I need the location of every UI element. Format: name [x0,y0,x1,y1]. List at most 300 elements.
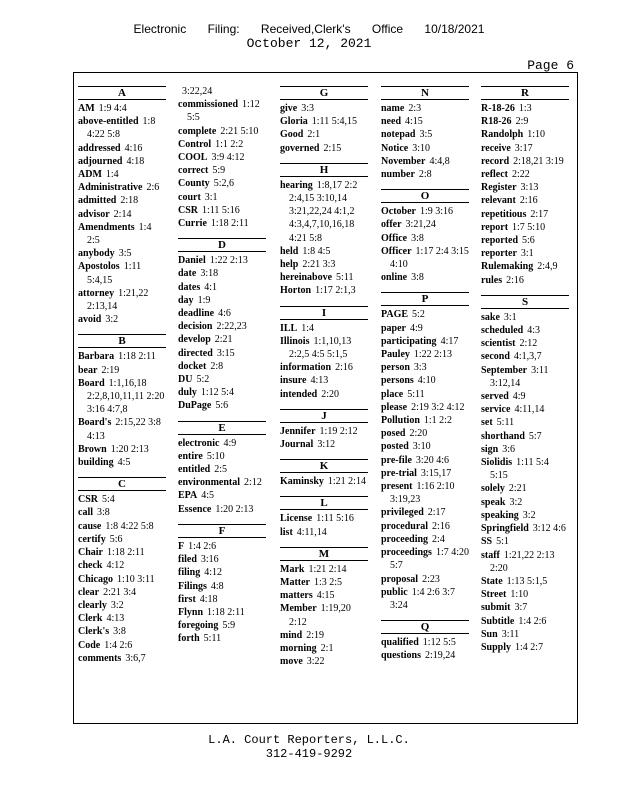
index-word: repetitious [481,208,527,220]
index-refs: 5:2,6 [213,178,234,190]
index-word: certify [78,533,106,545]
index-refs: 4:8 [210,580,224,592]
index-refs: 1:9 [197,294,211,306]
index-refs: 1:10 [510,589,529,601]
index-word: matters [280,590,313,602]
index-entry [78,142,166,155]
index-word: County [178,178,210,190]
index-entry [381,480,469,506]
index-word: F [178,540,185,552]
index-word: Daniel [178,255,206,267]
index-refs: 3:8 [97,507,110,519]
index-refs: 1:18 2:11 [207,606,245,618]
index-refs: 1:7 5:10 [512,221,546,233]
index-column [178,85,266,646]
index-word: develop [178,334,211,346]
index-refs: 1:3 2:5 [313,577,343,589]
index-entry [381,128,469,141]
index-refs: 3:9 4:12 [211,152,245,164]
index-word: staff [481,549,500,561]
index-refs: 1:9 3:16 [420,206,454,218]
index-entry [178,437,266,450]
index-word: Good [280,129,304,141]
stamp-filing: Filing: [207,22,240,36]
index-word: present [381,481,413,493]
index-word: Currie [178,218,207,230]
index-word: AM [78,103,95,114]
index-word: Essence [178,503,212,515]
index-entry [280,589,368,602]
index-letter-heading: C [78,477,166,491]
index-word: hereinabove [280,272,333,284]
index-refs: 2:14 [113,208,132,220]
index-refs: 2:19 3:2 4:12 [411,401,465,413]
index-entry [178,580,266,593]
index-word: Mark [280,563,305,575]
index-entry [78,533,166,546]
index-entry [481,509,569,522]
index-refs: 3:15,17 [420,467,452,479]
index-entry [481,641,569,654]
index-word: Pauley [381,349,410,361]
index-word: shorthand [481,430,525,442]
index-entry [381,205,469,218]
index-word: Siolidis [481,457,513,469]
index-refs: 3:20 4:6 [415,454,449,466]
index-word: entire [178,450,203,462]
index-word: person [381,362,410,374]
index-refs: 3:7 [514,602,528,614]
index-refs: 1:18 2:11 [210,218,249,230]
index-refs: 1:11 5:4,15 [311,116,357,128]
index-entry [78,247,166,260]
index-word: advisor [78,208,110,220]
index-entry [381,454,469,467]
index-entry [78,194,166,207]
index-refs: 5:10 [206,450,225,462]
index-entry [78,102,166,115]
index-word: DU [178,374,193,386]
index-refs: 4:10 [417,375,436,387]
index-refs: 4:6 [218,308,231,320]
index-refs: 2:19 [101,364,120,376]
index-refs: 2:17 [427,507,446,519]
index-entry [280,179,368,245]
index-entry [178,386,266,399]
index-entry [381,218,469,231]
index-entry [178,463,266,476]
index-entry [381,573,469,586]
index-entry [178,138,266,151]
index-entry [178,281,266,294]
index-refs: 1:1,16,18 2:2,8,10,11,11 2:20 3:16 4:7,8 [87,377,165,416]
index-letter-heading: P [381,292,469,306]
index-entry [381,649,469,662]
index-entry [78,364,166,377]
index-refs: 3:22,24 [182,86,213,97]
index-entry [78,573,166,586]
index-word: offer [381,219,402,231]
word-index-frame [73,72,578,724]
index-word: paper [381,322,406,334]
index-refs: 1:11 5:16 [316,513,354,525]
index-refs: 2:3 [408,103,422,114]
index-entry [78,416,166,442]
index-refs: 3:17 [514,142,533,154]
index-word: Amendments [78,221,135,233]
index-refs: 3:3 [301,103,314,114]
index-word: qualified [381,637,419,649]
index-entry [381,361,469,374]
index-entry [280,629,368,642]
index-entry [178,320,266,333]
index-entry [481,403,569,416]
index-refs: 2:16 [506,274,524,286]
index-word: speaking [481,509,519,521]
index-refs: 3:21,24 [405,219,436,231]
index-entry [280,374,368,387]
index-word: Apostolos [78,261,120,273]
index-word: Administrative [78,182,143,194]
index-letter-heading: I [280,306,368,320]
index-letter-heading: H [280,163,368,177]
index-word: court [178,191,201,203]
index-word: proceeding [381,533,429,545]
index-entry [78,181,166,194]
index-letter-heading: E [178,421,266,435]
index-refs: 1:21 2:14 [308,563,347,575]
index-entry [381,374,469,387]
index-entry [280,425,368,438]
index-refs: 1:22 2:13 [413,349,452,361]
section-spacer [280,298,368,305]
index-entry [178,347,266,360]
index-refs: 4:5 [201,490,215,502]
index-entry [481,221,569,234]
index-refs: 3:2 [522,509,536,521]
index-entry [481,628,569,641]
index-letter-heading: B [78,334,166,348]
stamp-date: 10/18/2021 [424,22,485,36]
index-refs: 3:12 [317,439,336,451]
index-refs: 3:2 [105,314,119,326]
index-entry [280,361,368,374]
index-entry [280,245,368,258]
index-word: speak [481,496,506,508]
index-refs: 2:8 [210,360,224,372]
index-entry [178,204,266,217]
index-word: Notice [381,142,409,154]
index-refs: 4:3 [527,325,541,337]
index-entry [481,337,569,350]
index-entry [481,390,569,403]
index-word: pre-trial [381,467,417,479]
index-entry [381,245,469,271]
index-word: morning [280,643,317,655]
footer-company: L.A. Court Reporters, L.L.C. [208,733,410,747]
index-refs: 3:6 [502,443,516,455]
index-refs: 1:1 2:2 [423,415,452,427]
index-refs: 2:17 [530,208,549,220]
index-word: Brown [78,443,107,455]
index-word: rules [481,274,503,286]
index-entry [280,115,368,128]
index-entry [481,575,569,588]
index-column [280,85,368,669]
index-entry [178,476,266,489]
index-entry [178,333,266,346]
index-entry [78,221,166,247]
index-refs: 1:17 2:4 3:15 4:10 [390,245,469,271]
index-word: Member [280,603,317,615]
index-entry [381,348,469,361]
index-refs: 5:1 [496,536,509,548]
index-refs: 1:20 2:13 [110,443,149,455]
index-word: reflect [481,169,509,181]
index-refs: 1:4 2:6 [518,615,547,627]
index-column [481,85,569,654]
index-refs: 3:22 [306,656,325,668]
index-entry [381,506,469,519]
index-refs: 2:19 [306,629,325,641]
index-entry [178,164,266,177]
index-word: record [481,155,510,167]
section-spacer [280,401,368,408]
index-word: Kaminsky [280,476,324,488]
index-word: environmental [178,477,241,489]
index-letter-heading: O [381,189,469,203]
index-word: Journal [280,439,314,451]
index-word: move [280,656,303,668]
index-refs: 2:21 3:4 [103,586,137,598]
index-word: October [381,206,416,218]
index-entry [78,350,166,363]
index-entry [481,311,569,324]
index-entry [78,520,166,533]
index-letter-heading: N [381,86,469,100]
index-refs: 2:22 [512,169,530,181]
index-entry [381,414,469,427]
index-word: second [481,351,510,363]
index-word: Rulemaking [481,261,534,273]
index-entry [381,467,469,480]
index-word: persons [381,375,414,387]
index-word: DuPage [178,400,212,412]
index-word: list [280,526,293,538]
index-word: online [381,272,408,284]
index-entry [481,324,569,337]
index-word: please [381,401,408,413]
index-word: comments [78,652,122,664]
index-entry [280,576,368,589]
index-word: clearly [78,599,107,611]
index-entry [178,489,266,502]
index-entry [481,430,569,443]
index-word: CSR [78,494,99,506]
index-word: posed [381,428,406,440]
index-refs: 4:15 [316,590,335,602]
section-spacer [280,155,368,162]
index-refs: 2:12 [244,477,262,489]
index-refs: 5:11 [203,633,222,645]
index-refs: 2:19,24 [425,650,456,662]
index-word: Clerk [78,613,103,625]
index-word: sign [481,443,499,455]
index-entry [178,606,266,619]
index-refs: 5:6 [109,533,123,545]
index-entry [481,181,569,194]
section-spacer [381,612,469,619]
index-refs: 5:2 [412,309,425,321]
index-word: Sun [481,628,498,640]
index-word: entitled [178,464,211,476]
index-word: avoid [78,314,102,326]
index-entry [381,520,469,533]
index-word: addressed [78,142,121,154]
index-refs: 2:15 [323,142,342,154]
index-entry [381,533,469,546]
index-refs: 1:18 2:11 [118,351,156,363]
index-entry [481,601,569,614]
index-word: insure [280,375,307,387]
index-refs: 1:11 5:4,15 [87,261,142,286]
index-refs: 5:9 [212,165,226,177]
index-refs: 1:7 4:20 5:7 [390,547,469,572]
index-refs: 1:4 2:7 [515,641,544,653]
index-refs: 4:9 [223,437,237,449]
index-word: R18-26 [481,116,512,128]
index-entry [280,526,368,539]
index-word: COOL [178,152,208,164]
index-refs: 2:12 [519,338,538,350]
index-word: held [280,245,299,257]
section-spacer [178,413,266,420]
index-word: clear [78,586,100,598]
index-entry [178,177,266,190]
index-refs: 3:10 [412,142,430,154]
index-entry [481,234,569,247]
index-refs: 4:16 [124,142,143,154]
index-refs: 1:10 [527,129,546,141]
index-word: Barbara [78,351,115,363]
index-word: September [481,364,528,376]
index-entry [481,155,569,168]
index-refs: 3:6,7 [125,652,146,664]
index-entry [381,232,469,245]
index-entry [78,208,166,221]
index-entry [280,335,368,361]
section-spacer [381,284,469,291]
index-word: proceedings [381,547,432,559]
index-refs: 2:20 [409,428,428,440]
index-refs: 4:5 [117,457,131,469]
index-entry [481,456,569,482]
index-entry [381,115,469,128]
index-word: need [381,116,401,128]
index-word: Chicago [78,573,113,585]
stamp-received: Received,Clerk's [260,22,351,36]
index-refs: 3:5 [419,129,433,141]
hearing-date: October 12, 2021 [246,36,372,51]
index-refs: 3:16 [200,554,219,566]
index-entry [78,155,166,168]
section-spacer [280,539,368,546]
index-word: Matter [280,577,310,589]
index-entry [481,128,569,141]
index-entry [178,125,266,138]
index-entry [481,588,569,601]
index-refs: 2:1 [307,129,321,141]
index-entry [78,456,166,469]
index-refs: 1:11 5:4 5:15 [490,457,549,482]
index-entry [178,360,266,373]
index-entry [178,267,266,280]
index-entry [178,503,266,516]
index-entry [280,512,368,525]
index-word: Jennifer [280,425,316,437]
index-refs: 1:18 2:11 [107,547,145,559]
index-refs: 1:1 2:2 [215,138,244,150]
index-refs: 4:1,3,7 [513,351,542,363]
index-entry [78,287,166,313]
index-entry [280,642,368,655]
index-refs: 5:11 [407,388,425,400]
index-word: report [481,221,509,233]
index-word: PAGE [381,309,409,321]
index-letter-heading: Q [381,620,469,634]
index-entry [78,612,166,625]
index-entry [78,625,166,638]
index-refs: 1:1,10,13 2:2,5 4:5 5:1,5 [289,335,352,361]
index-entry [78,493,166,506]
index-entry [178,566,266,579]
index-entry [481,208,569,221]
index-word: mind [280,629,303,641]
index-entry [78,652,166,665]
index-word: Office [381,232,408,244]
index-word: electronic [178,437,220,449]
index-word: scheduled [481,325,524,337]
index-entry [381,142,469,155]
index-refs: 1:19 2:12 [319,425,358,437]
index-word: filed [178,554,197,566]
index-refs: 1:4 2:6 [188,540,217,552]
index-refs: 5:11 [336,272,354,284]
index-word: State [481,575,503,587]
index-refs: 5:2 [196,374,210,386]
index-letter-heading: D [178,238,266,252]
index-word: relevant [481,195,516,207]
index-entry [178,619,266,632]
index-word: hearing [280,179,313,191]
index-refs: 4:13 [310,375,329,387]
index-word: CSR [178,204,199,216]
index-entry [78,377,166,417]
index-entry [381,388,469,401]
index-entry [381,401,469,414]
index-entry [280,475,368,488]
index-word: License [280,513,313,525]
index-refs: 1:17 2:1,3 [315,285,356,297]
index-refs: 2:21 [508,483,527,495]
section-spacer [381,181,469,188]
index-refs: 1:8,17 2:2 2:4,15 3:10,14 3:21,22,24 4:1,2 4:3,4,7,10,16,18 4:21 5:8 [289,179,358,244]
index-column [78,85,166,665]
index-entry [481,364,569,390]
index-entry [178,307,266,320]
index-entry [481,247,569,260]
index-entry [481,522,569,535]
